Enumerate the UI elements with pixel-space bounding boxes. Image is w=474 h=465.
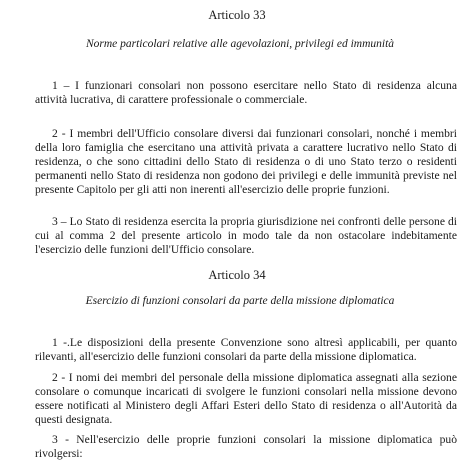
article-34-paragraph-2: 2 - I nomi dei membri del personale della missione diplomatica assegnati alla sezione consolare o comunque incaricati di svolgere le funzioni consolari nella missione devono essere notificati al Ministero degli Affari Esteri dello Stato di residenza o all'Autorità da questi designata. <box>35 371 457 426</box>
article-34-subtitle: Esercizio di funzioni consolari da parte della missione diplomatica <box>85 295 395 307</box>
article-34-title: Articolo 34 <box>208 268 266 282</box>
article-33-paragraph-2: 2 - I membri dell'Ufficio consolare diversi dai funzionari consolari, nonché i membri della loro famiglia che esercitano una attività privata a carattere lucrativo nello Stato di residenza, o che sono cittadini dello Stato di residenza o di uno Stato terzo o residenti permanenti nello Stato di residenza non godono dei privilegi e delle immunità previste nel presente Capitolo per gli atti non inerenti all'esercizio delle proprie funzioni. <box>35 127 457 196</box>
article-33-subtitle: Norme particolari relative alle agevolazioni, privilegi ed immunità <box>85 38 395 50</box>
article-33-paragraph-1: 1 – I funzionari consolari non possono esercitare nello Stato di residenza alcuna attività lucrativa, di carattere professionale o commerciale. <box>35 79 457 106</box>
article-33-paragraph-3: 3 – Lo Stato di residenza esercita la propria giurisdizione nei confronti delle persone di cui al comma 2 del presente articolo in modo tale da non ostacolare indebitamente l'esercizio delle funzioni dell'Ufficio consolare. <box>35 215 457 256</box>
article-33-title: Articolo 33 <box>208 8 266 22</box>
article-34-paragraph-3: 3 - Nell'esercizio delle proprie funzioni consolari la missione diplomatica può rivolgersi: <box>35 433 457 460</box>
article-34-paragraph-1: 1 -.Le disposizioni della presente Convenzione sono altresì applicabili, per quanto rilevanti, all'esercizio delle funzioni consolari da parte della missione diplomatica. <box>35 336 457 363</box>
